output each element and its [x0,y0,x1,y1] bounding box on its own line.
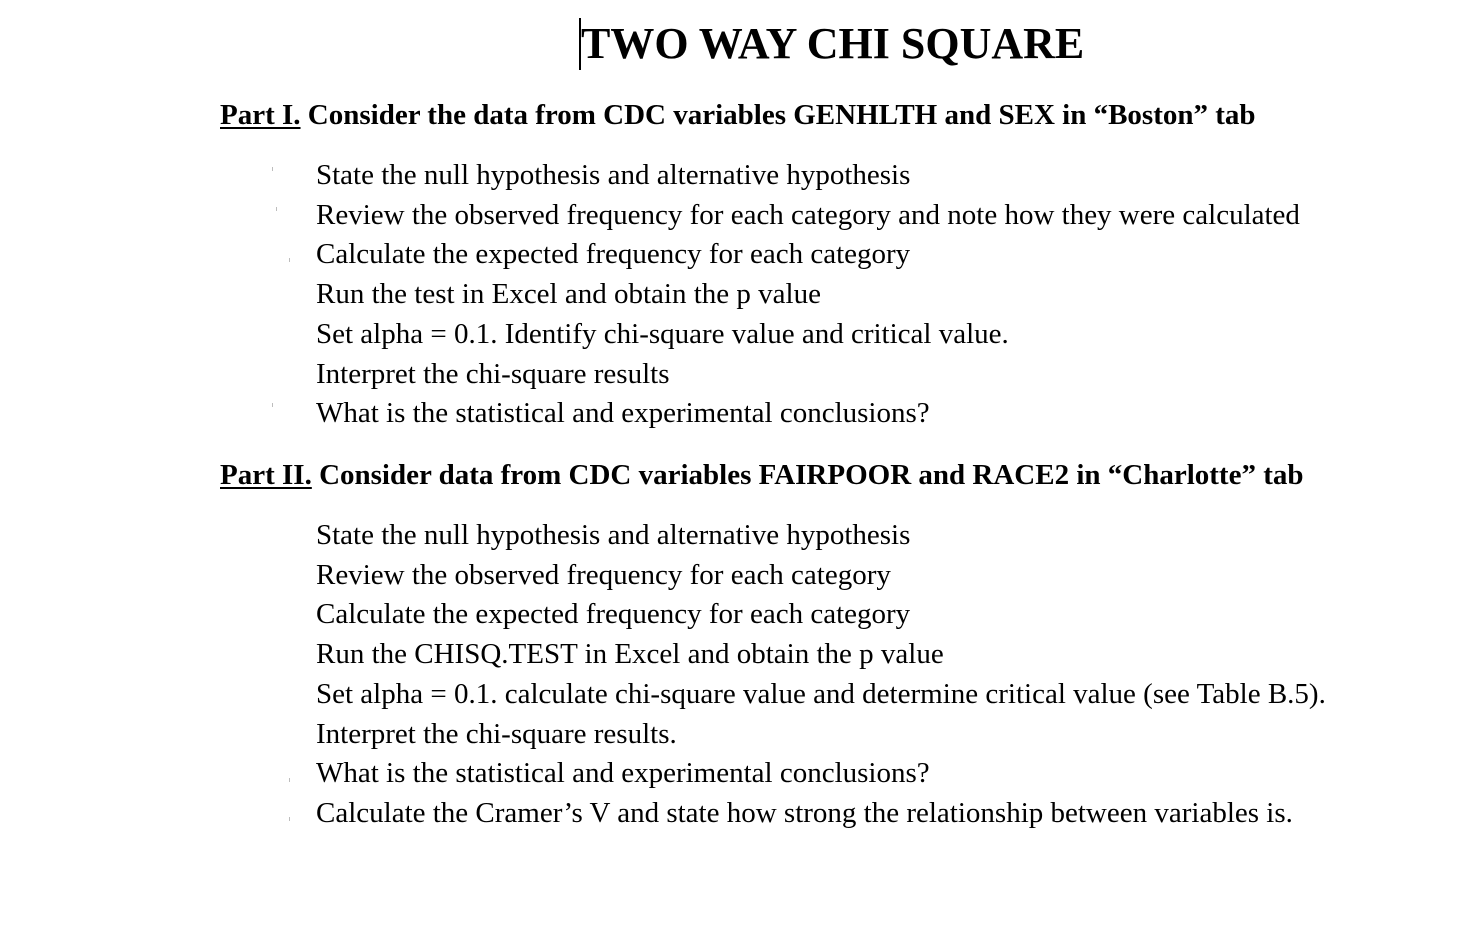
list-item: What is the statistical and experimental conclusions? [316,757,930,790]
list-item: Calculate the expected frequency for each category [316,238,911,271]
list-item: State the null hypothesis and alternative hypothesis [316,519,911,551]
list-item: State the null hypothesis and alternative hypothesis [316,159,911,191]
part-1-task-list [316,156,1300,434]
part-1-heading [220,97,1256,133]
list-item: Run the CHISQ.TEST in Excel and obtain the p value [316,638,944,671]
part-1-label: Part I. [220,99,301,131]
list-item: Review the observed frequency for each category and note how they were calculated [316,198,1300,231]
bullet-mark [272,403,273,407]
list-item: Review the observed frequency for each category [316,558,891,591]
part-1-heading-text: Consider the data from CDC variables GENHLTH and SEX in “Boston” tab [300,99,1256,131]
bullet-mark [289,817,290,821]
list-item: Set alpha = 0.1. Identify chi-square value and critical value. [316,317,1009,350]
bullet-mark [272,167,273,171]
list-item: What is the statistical and experimental conclusions? [316,397,930,430]
list-item: Calculate the Cramer’s V and state how strong the relationship between variables is. [316,796,1293,829]
bullet-mark [289,258,290,262]
document-title: TWO WAY CHI SQUARE [581,19,1085,68]
list-item: Calculate the expected frequency for each category [316,598,911,631]
part-2-heading-text: Consider data from CDC variables FAIRPOOR and RACE2 in “Charlotte” tab [311,459,1304,491]
list-item: Set alpha = 0.1. calculate chi-square value and determine critical value (see Table B.5). [316,677,1326,710]
list-item: Interpret the chi-square results. [316,717,677,750]
bullet-mark [289,778,290,782]
part-2-heading [220,457,1303,493]
part-2-label: Part II. [220,459,312,491]
bullet-mark [276,207,277,211]
list-item: Run the test in Excel and obtain the p value [316,278,821,311]
part-2-task-list [316,516,1326,834]
list-item: Interpret the chi-square results [316,357,670,390]
